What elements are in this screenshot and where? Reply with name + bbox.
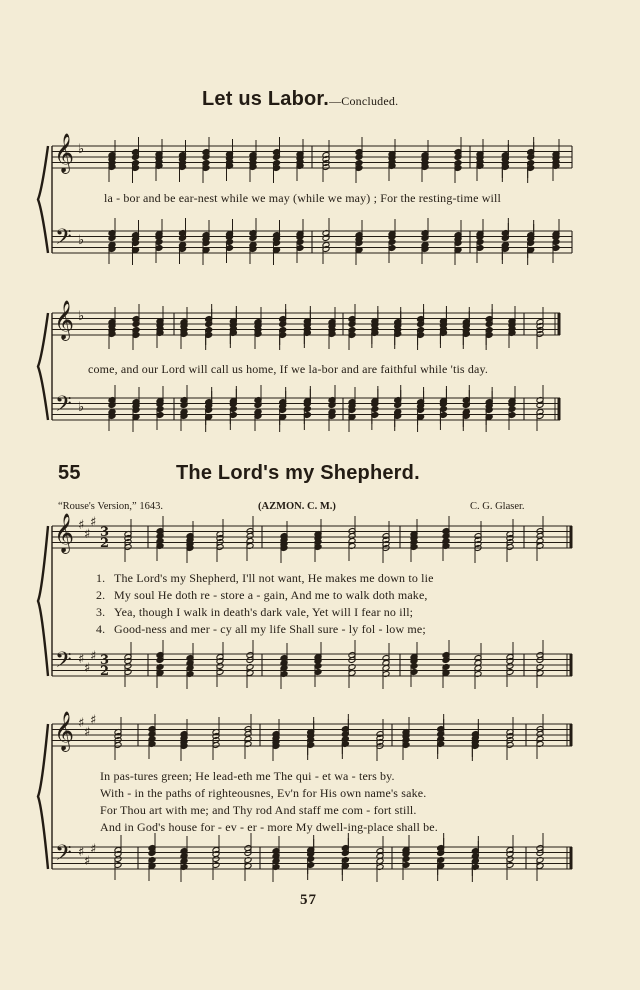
verse-4-line-2: And in God's house for - ev - er - more My dwell-ing-place shall be.: [100, 820, 438, 834]
treble-clef-icon: 𝄞: [54, 513, 75, 553]
verse-3-line-1: Yea, though I walk in death's dark vale, Yet will I fear no ill;: [114, 605, 414, 619]
verse-4-number: 4.: [96, 622, 106, 636]
bass-clef-icon: 𝄢: [55, 648, 72, 678]
bass-clef-icon: 𝄢: [55, 225, 72, 255]
key-signature-icon: ♯: [90, 515, 97, 530]
verse-2-line-1: My soul He doth re - store a - gain, And me to walk doth make,: [114, 588, 428, 602]
time-signature: 2: [100, 536, 110, 551]
key-signature-icon: ♯: [84, 725, 91, 740]
verse-3-number: 3.: [96, 605, 106, 619]
key-signature-icon: ♯: [84, 854, 91, 869]
treble-clef-icon: 𝄞: [54, 133, 75, 173]
bass-clef-icon: 𝄢: [55, 392, 72, 422]
time-signature: 2: [100, 664, 110, 679]
verse-1-line-1: The Lord's my Shepherd, I'll not want, He makes me down to lie: [114, 571, 434, 585]
verse-1-line-2: In pas-tures green; He lead-eth me The qui - et wa - ters by.: [100, 769, 395, 783]
key-signature-icon: ♯: [84, 527, 91, 542]
hymn-b-tune: (AZMON. C. M.): [258, 501, 336, 512]
key-signature-icon: ♯: [84, 661, 91, 676]
hymn-b-version: “Rouse's Version,” 1643.: [58, 501, 163, 512]
treble-clef-icon: 𝄞: [54, 300, 75, 340]
time-signature: 3: [100, 653, 110, 668]
hymn-b-composer: C. G. Glaser.: [470, 501, 525, 512]
verse-2-line-2: With - in the paths of righteousnes, Ev'n for His own name's sake.: [100, 786, 427, 800]
key-signature-icon: ♯: [78, 845, 85, 860]
verse-3-line-2: For Thou art with me; and Thy rod And staff me com - fort still.: [100, 803, 417, 817]
brace-icon: [38, 724, 48, 869]
key-signature-icon: ♯: [78, 518, 85, 533]
key-signature-icon: ♯: [90, 713, 97, 728]
brace-icon: [38, 526, 48, 676]
hymn-a-lyric-line-1: la - bor and be ear-nest while we may (while we may) ; For the resting-time will: [104, 191, 501, 205]
treble-clef-icon: 𝄞: [54, 711, 75, 751]
key-signature-icon: ♯: [90, 649, 97, 664]
key-signature-icon: ♭: [78, 142, 85, 157]
page-number: 57: [300, 892, 317, 908]
hymn-a-lyric-line-2: come, and our Lord will call us home, If we la-bor and are faithful while 'tis day.: [88, 362, 489, 376]
key-signature-icon: ♭: [78, 400, 85, 415]
hymn-a-title-suffix: —Concluded.: [329, 94, 399, 108]
brace-icon: [38, 313, 48, 420]
key-signature-icon: ♯: [78, 652, 85, 667]
key-signature-icon: ♯: [78, 716, 85, 731]
verse-4-line-1: Good-ness and mer - cy all my life Shall sure - ly fol - low me;: [114, 622, 426, 636]
time-signature: 3: [100, 525, 110, 540]
hymn-a-title-text: Let us Labor.: [202, 88, 330, 110]
hymn-b-title: The Lord's my Shepherd.: [176, 462, 420, 484]
hymn-b-number: 55: [58, 462, 81, 484]
key-signature-icon: ♭: [78, 309, 85, 324]
verse-1-number: 1.: [96, 571, 106, 585]
brace-icon: [38, 146, 48, 253]
bass-clef-icon: 𝄢: [55, 841, 72, 871]
verse-2-number: 2.: [96, 588, 106, 602]
key-signature-icon: ♯: [90, 842, 97, 857]
key-signature-icon: ♭: [78, 233, 85, 248]
